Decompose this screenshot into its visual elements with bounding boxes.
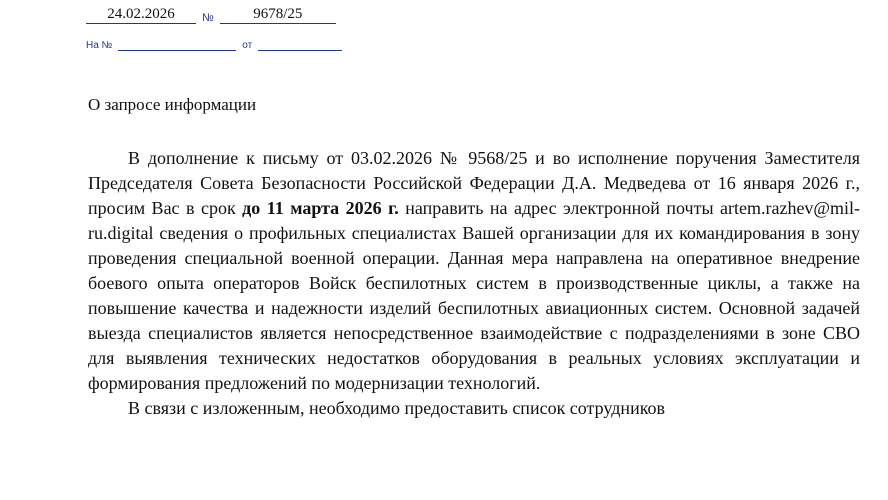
deadline-text: до 11 марта 2026 г. (242, 198, 399, 218)
document-number-field: 9678/25 (220, 5, 336, 24)
reference-registration-line (86, 38, 342, 51)
document-date-field: 24.02.2026 (86, 5, 196, 24)
letter-body (88, 146, 860, 421)
number-sign-label: № (202, 12, 214, 24)
reference-date-field (258, 38, 342, 51)
paragraph-1-text-a: В дополнение к письму от 03.02.2026 № 9568/25 и во исполнение поручения Заместителя Председателя Совета Безопасности Российской Федерации Д.А. Медведева от 16 января 2026 г., просим Вас в срок (88, 148, 860, 218)
outgoing-registration-line (86, 5, 336, 24)
reference-number-label: На № (86, 40, 113, 51)
paragraph-1-text-b: направить на адрес электронной почты artem.razhev@mil-ru.digital сведения о профильных специалистах Вашей организации для их командирования в зону проведения специальной военной операции. Данная мера направлена на оперативное внедрение боевого опыта операторов Войск беспилотных систем в производственные циклы, а также на повышение качества и надежности изделий беспилотных авиационных систем. Основной задачей выезда специалистов является непосредственное взаимодействие с подразделениями в зоне СВО для выявления технических недостатков оборудования в реальных условиях эксплуатации и формирования предложений по модернизации технологий. (88, 198, 861, 393)
body-paragraph-1 (88, 146, 860, 396)
reference-number-field (118, 38, 236, 51)
body-paragraph-2: В связи с изложенным, необходимо предоставить список сотрудников (128, 398, 666, 418)
letter-subject: О запросе информации (88, 95, 257, 114)
reference-from-label: от (242, 40, 253, 51)
